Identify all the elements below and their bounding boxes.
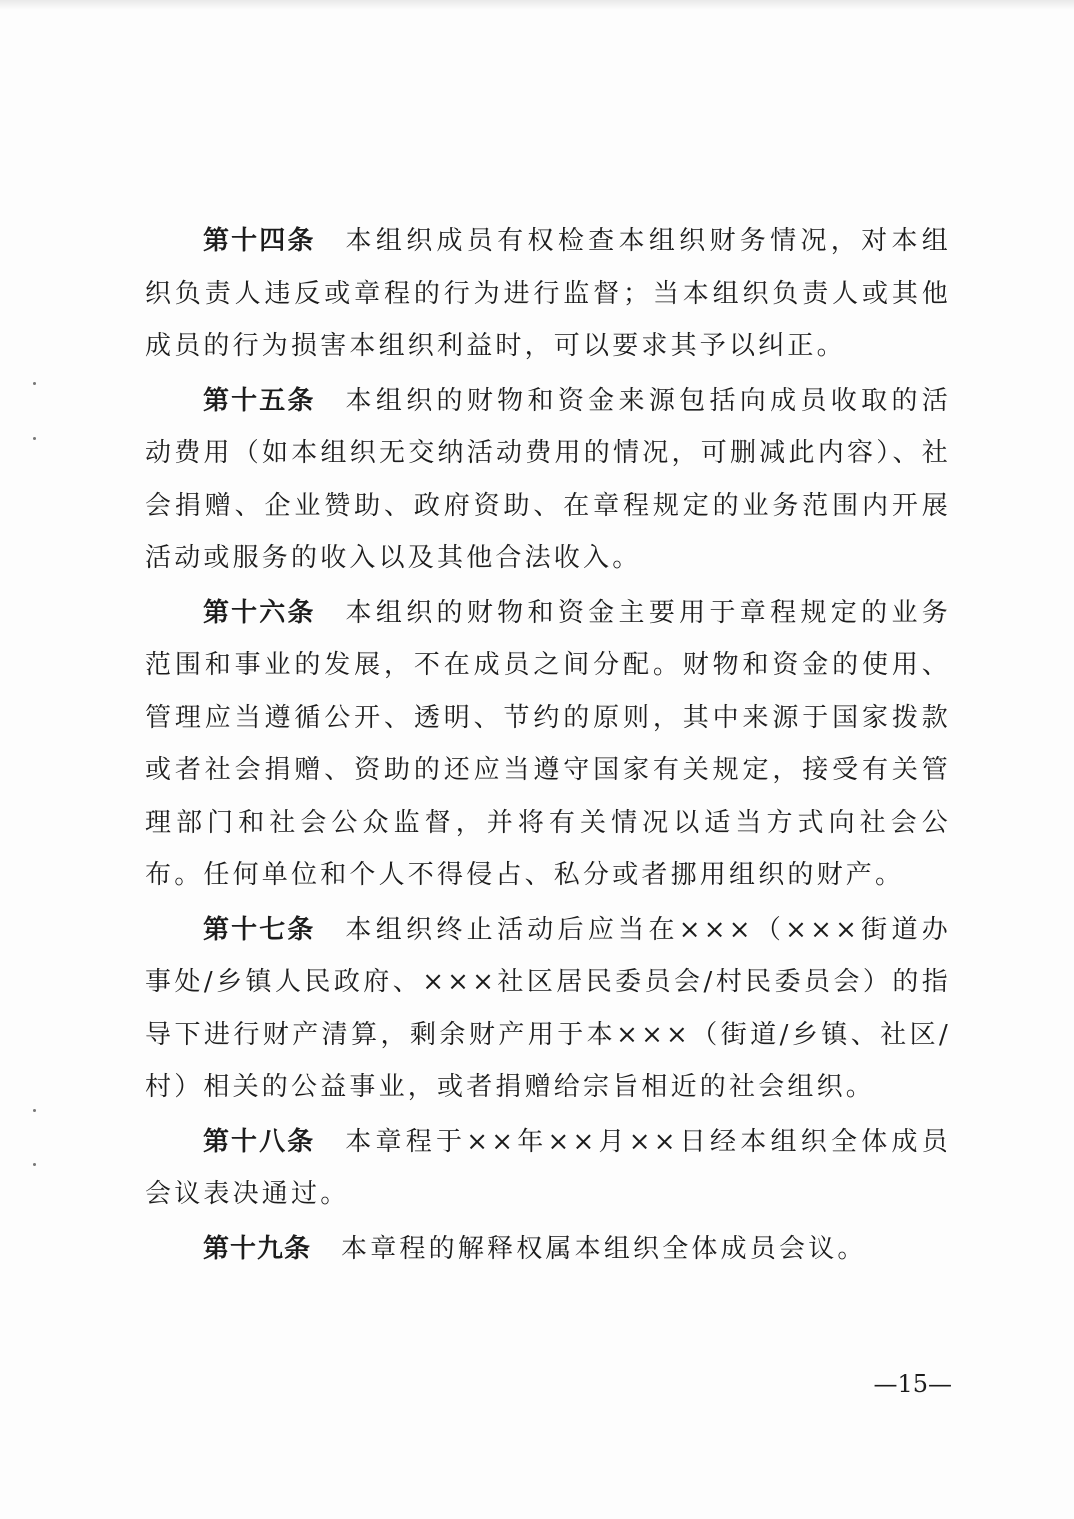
article-label: 第十八条 — [203, 1126, 316, 1157]
article-19 — [145, 1223, 951, 1276]
page-number: —15— — [873, 1370, 952, 1398]
article-18 — [145, 1116, 951, 1221]
article-text: 本组织终止活动后应当在×××（×××街道办事处/乡镇人民政府、×××社区居民委员会/村民委员会）的指导下进行财产清算，剩余财产用于本×××（街道/乡镇、社区/村）相关的公益事业，或者捐赠给宗旨相近的社会组织。 — [145, 914, 951, 1102]
article-text: 本章程于××年××月××日经本组织全体成员会议表决通过。 — [145, 1126, 951, 1209]
article-label: 第十六条 — [203, 597, 316, 628]
article-15 — [145, 375, 951, 585]
article-text: 本章程的解释权属本组织全体成员会议。 — [341, 1233, 867, 1264]
scan-dot — [33, 1163, 36, 1166]
article-label: 第十四条 — [203, 226, 316, 256]
article-text: 本组织的财物和资金来源包括向成员收取的活动费用（如本组织无交纳活动费用的情况，可删减此内容）、社会捐赠、企业赞助、政府资助、在章程规定的业务范围内开展活动或服务的收入以及其他合法收入。 — [145, 385, 951, 573]
article-17 — [145, 904, 951, 1114]
document-body — [145, 215, 951, 1277]
scan-dot — [33, 1109, 36, 1112]
article-14 — [145, 215, 951, 373]
article-label: 第十九条 — [203, 1233, 312, 1264]
scan-dot — [33, 382, 36, 385]
scan-top-edge — [0, 0, 1074, 10]
article-16 — [145, 587, 951, 902]
article-text: 本组织的财物和资金主要用于章程规定的业务范围和事业的发展，不在成员之间分配。财物和资金的使用、管理应当遵循公开、透明、节约的原则，其中来源于国家拨款或者社会捐赠、资助的还应当遵守国家有关规定，接受有关管理部门和社会公众监督，并将有关情况以适当方式向社会公布。任何单位和个人不得侵占、私分或者挪用组织的财产。 — [145, 597, 951, 890]
article-label: 第十七条 — [203, 914, 316, 945]
article-label: 第十五条 — [203, 385, 316, 416]
scan-dot — [33, 437, 36, 440]
article-text: 本组织成员有权检查本组织财务情况，对本组织负责人违反或章程的行为进行监督；当本组织负责人或其他成员的行为损害本组织利益时，可以要求其予以纠正。 — [145, 226, 951, 361]
